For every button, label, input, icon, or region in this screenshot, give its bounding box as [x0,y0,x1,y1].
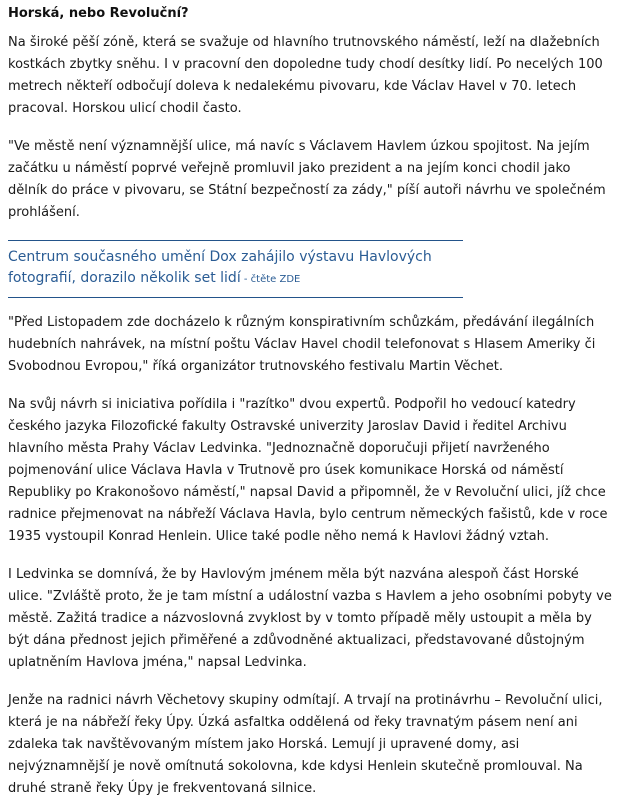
paragraph-6: Jenže na radnici návrh Věchetovy skupiny odmítají. A trvají na protinávrhu – Revoluční ulici, která je na nábřeží řeky Úpy. Úzká asfaltka oddělená od řeky travnatým pásem není ani zdaleka tak navštěvovaným místem jako Horská. Lemují ji upravené domy, asi nejvýznamnější je nově omítnutá sokolovna, kde kdysi Henlein skutečně promlouval. Na druhé straně řeky Úpy je frekventovaná silnice. [8,693,603,796]
related-article-read-here[interactable]: - čtěte ZDE [240,274,301,285]
paragraph-4: Na svůj návrh si iniciativa pořídila i "razítko" dvou expertů. Podpořil ho vedoucí katedry českého jazyka Filozofické fakulty Ostravské univerzity Jaroslav David i ředitel Archivu hlavního města Prahy Václav Ledvinka. "Jednoznačně doporučuji přijetí navrženého pojmenování ulice Václava Havla v Trutnově pro úsek komunikace Horská od náměstí Republiky po Krakonošovo náměstí," napsal David a připomněl, že v Revoluční ulici, jíž chce radnice přejmenovat na nábřeží Václava Havla, bylo centrum německých fašistů, kde v roce 1935 vystoupil Konrad Henlein. Ulice také podle něho nemá k Havlovi žádný vztah. [8,397,608,544]
section-heading: Horská, nebo Revoluční? [8,6,189,21]
paragraph-2: "Ve městě není významnější ulice, má navíc s Václavem Havlem úzkou spojitost. Na jejím začátku u náměstí poprvé veřejně promluvil jako prezident a na jejím konci chodil jako dělník do práce v pivovaru, se Státní bezpečností za zády," píší autoři návrhu ve společném prohlášení. [8,139,606,220]
paragraph-5: I Ledvinka se domnívá, že by Havlovým jménem měla být nazvána alespoň část Horské ulice. "Zvláště proto, že je tam místní a událostní vazba s Havlem a jeho osobními pobyty ve městě. Zažitá tradice a názvoslovná zvyklost by v tomto případě měly ustoupit a měla by být dána přednost jejich přiměřené a zdůvodněné aktualizaci, představované důstojným uplatněním Havlova jména," napsal Ledvinka. [8,567,612,670]
related-article-link[interactable]: Centrum současného umění Dox zahájilo výstavu Havlových fotografií, dorazilo několik set lidí [8,249,432,286]
related-article-box [8,240,463,298]
paragraph-3: "Před Listopadem zde docházelo k různým konspirativním schůzkám, předávání ilegálních hudebních nahrávek, na místní poštu Václav Havel chodil telefonovat s Hlasem Ameriky či Svobodnou Evropou," říká organizátor trutnovského festivalu Martin Věchet. [8,315,596,374]
paragraph-1: Na široké pěší zóně, která se svažuje od hlavního trutnovského náměstí, leží na dlažebních kostkách zbytky sněhu. I v pracovní den dopoledne tudy chodí desítky lidí. Po necelých 100 metrech někteří odbočují doleva k nedalekému pivovaru, kde Václav Havel v 70. letech pracoval. Horskou ulicí chodil často. [8,35,603,116]
